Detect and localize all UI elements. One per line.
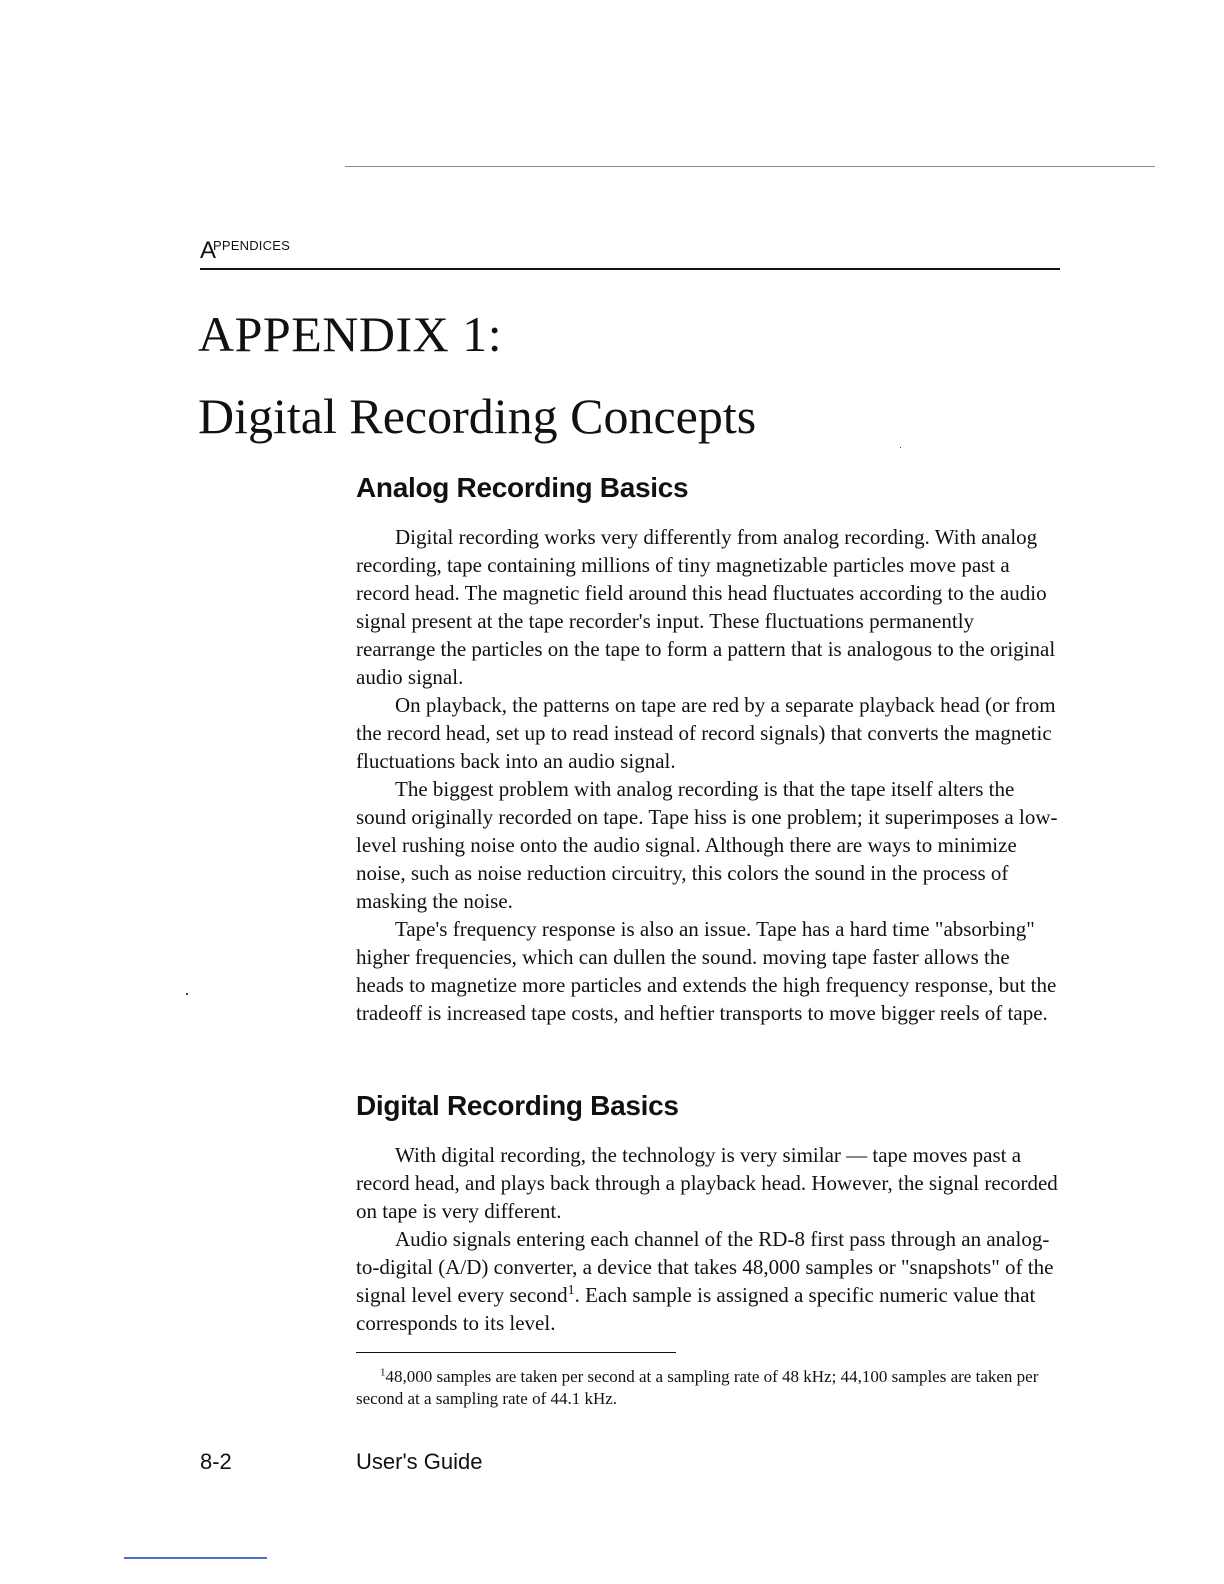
section-digital-recording: [356, 1088, 1058, 1337]
section-heading: Analog Recording Basics: [356, 472, 689, 503]
paragraph-text-after-ref: . Each sample is assigned a specific numeric value that corresponds to its level.: [356, 1283, 1036, 1335]
paragraph: The biggest problem with analog recording is that the tape itself alters the sound originally recorded on tape. Tape hiss is one problem; it superimposes a low-level rushing noise onto the audio signal. Although there are ways to minimize noise, such as noise reduction circuitry, this colors the sound in the process of masking the noise.: [356, 777, 1058, 913]
footnote: [356, 1366, 1046, 1410]
page-edge-rule: [124, 1557, 267, 1559]
appendix-number-title: APPENDIX 1:: [198, 306, 503, 362]
running-head-initial: A: [200, 237, 217, 264]
section-heading: Digital Recording Basics: [356, 1090, 679, 1121]
section-body: [356, 523, 1058, 1027]
footnote-reference[interactable]: 1: [567, 1283, 575, 1298]
scan-speck: [900, 447, 901, 448]
footnote-separator: [356, 1352, 676, 1353]
footnote-text: 48,000 samples are taken per second at a sampling rate of 48 kHz; 44,100 samples are taken per second at a sampling rate of 44.1 kHz.: [356, 1367, 1039, 1408]
footnote-mark: 1: [380, 1366, 386, 1379]
paragraph-text-before-ref: Audio signals entering each channel of the RD-8 first pass through an analog-to-digital (A/D) converter, a device that takes 48,000 samples or "snapshots" of the signal level every second: [356, 1227, 1054, 1307]
running-head-text: PPENDICES: [213, 238, 290, 253]
paragraph-with-footnote: [356, 1225, 1058, 1337]
section-body: [356, 1141, 1058, 1337]
scan-speck: [186, 993, 188, 995]
running-head: [200, 234, 1060, 270]
scan-artifact-rule: [345, 166, 1155, 167]
page-number: 8-2: [200, 1449, 232, 1474]
section-analog-recording: [356, 470, 1058, 1027]
paragraph: With digital recording, the technology is very similar — tape moves past a record head, and plays back through a playback head. However, the signal recorded on tape is very different.: [356, 1143, 1058, 1223]
appendix-subject-title: Digital Recording Concepts: [198, 388, 757, 444]
paragraph: Digital recording works very differently from analog recording. With analog recording, tape containing millions of tiny magnetizable particles move past a record head. The magnetic field around this head fluctuates according to the audio signal present at the tape recorder's input. These fluctuations permanently rearrange the particles on the tape to form a pattern that is analogous to the original audio signal.: [356, 525, 1056, 689]
paragraph: Tape's frequency response is also an issue. Tape has a hard time "absorbing" higher frequencies, which can dullen the sound. moving tape faster allows the heads to magnetize more particles and extends the high frequency response, but the tradeoff is increased tape costs, and heftier transports to move bigger reels of tape.: [356, 917, 1057, 1025]
paragraph: On playback, the patterns on tape are red by a separate playback head (or from the record head, set up to read instead of record signals) that converts the magnetic fluctuations back into an audio signal.: [356, 693, 1056, 773]
footer-title: User's Guide: [356, 1449, 483, 1474]
